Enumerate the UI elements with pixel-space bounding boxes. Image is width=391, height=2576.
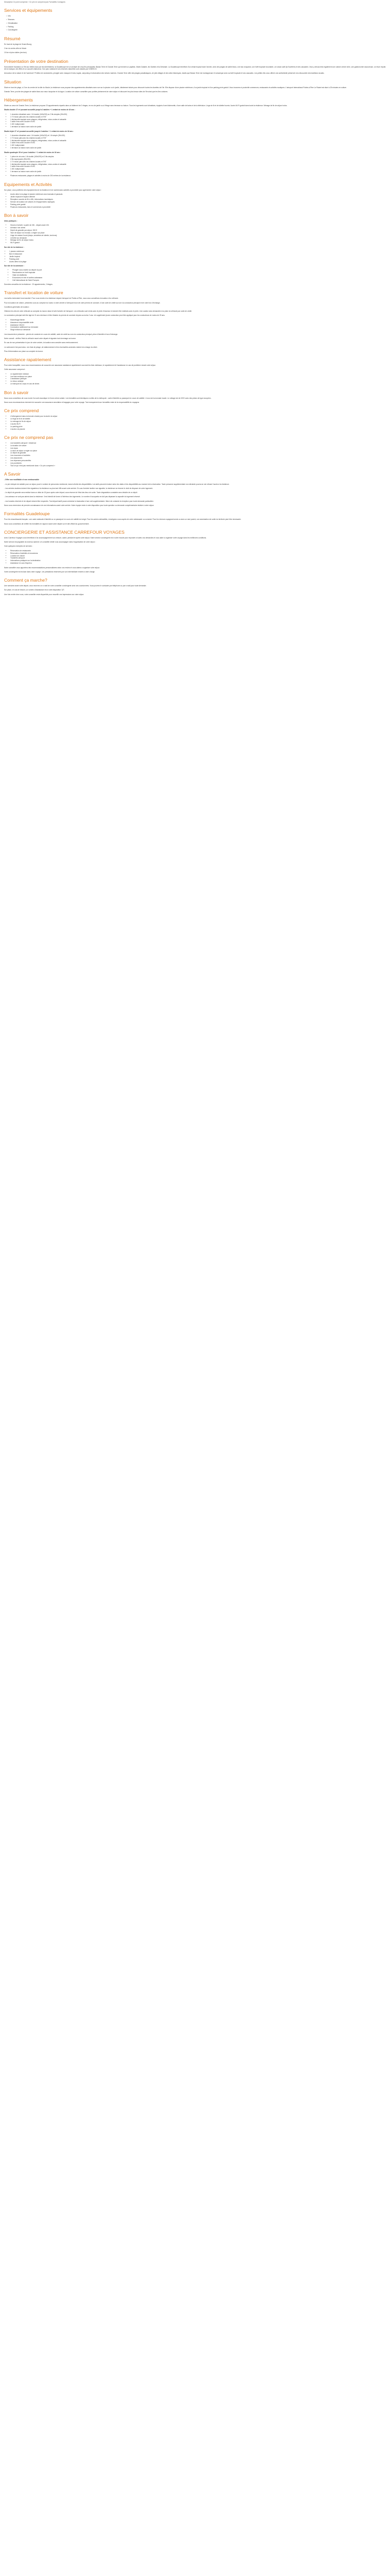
transfert-paragraph: Le carburant n'est pas inclus. Les frais de péage, de stationnement et les éventuelles amendes restent à la charge du client. [4,346,98,348]
list-item: • Les assurances [10,457,387,459]
transfert-paragraph: En cas de non-présentation le jour de votre arrivée, la location sera annulée sans remboursement. [4,342,78,344]
list-item: • 1 TV écran plat avec les chaînes locales et TNT [10,137,387,139]
page [0,0,391,596]
list-item: • La taxe de séjour à régler sur place [10,450,387,452]
prix-comprend-title: Ce prix comprend [4,408,39,414]
list-item: • L'hébergement dans la formule choisie pour la durée du séjour [10,415,387,417]
list-item: • Accès direct à la plage [9,261,387,263]
list-item: • Assistance 24h/24 [10,324,387,326]
list-item: • Les frais médicaux sur place [10,376,387,378]
prix-comprend-list [4,415,387,430]
assistance-paragraph: Cette assurance comprend : [4,368,26,371]
list-item: • Ménage de fin de séjour inclus [10,239,387,241]
list-item: • Kilométrage illimité [10,319,387,321]
list-item: • 1 chambre climatisée avec 1 lit double (160x200) ou 2 lits simples (90x190) [10,113,387,115]
hebergement-intro: Située au cœur de Grande-Terre, la résidence propose 20 appartements répartis dans un bâtiment de 2 étages, en rez-de-jardin ou à l'étage avec terrasse ou balcon. Tous les logements sont climatisés, équipés d'une kitchenette, d'une salle de bains et de la télévision. Linge de lit et de toilette fournis. Accès Wi-Fi gratuit dans toute la résidence. Ménage de fin de séjour inclus. [4,105,287,107]
list-item: • 1 salle d'eau avec douche et WC [10,142,387,144]
comment-paragraph: Sur place, en cas de besoin, un numéro d'assistance est à votre disposition 7j/7. [4,589,65,591]
list-item: • Taxe de séjour non incluse, à régler sur place [10,232,387,234]
room-type-heading: Studio double 27 m² pouvant accueillir jusqu'à 2 adultes + 1 enfant de moins de 16 ans : [4,109,75,111]
equipements-intro: Sur place, vous profiterez des équipements de la résidence et de nombreuses activités à proximité pour agrémenter votre séjour : [4,189,102,191]
resume-title: Résumé [4,36,21,41]
list-item: • Réservation d'activités et excursions [10,552,387,554]
bon-savoir-2-paragraph: Nous vous recommandons vivement de souscrire une assurance annulation et bagages pour votre voyage. Tout manquement aux formalités reste de la responsabilité du voyageur. [4,401,140,403]
list-item: • Assistance en cas d'imprévu [10,562,387,564]
a-savoir-paragraph: Nous vous remercions de prendre connaissance de ces informations avant votre arrivée. Notre équipe reste à votre disposition pour toute question ou demande complémentaire relative à votre séjour. [4,504,154,506]
bon-savoir-footnote: Données annuelles de la résidence : 20 appartements, 2 étages. [4,283,53,285]
list-item: • 1 terrasse ou balcon avec salon de jardin [10,171,387,173]
list-item: • L'accès à la piscine [10,428,387,430]
list-item: • 1 TV écran plat avec les chaînes locales et TNT [10,116,387,118]
transfert-paragraph: Pour la location de voiture, présentez-vous au comptoir du loueur à votre arrivée à l'aéroport muni de votre permis de conduire, d'une carte de crédit au nom du conducteur principal et de votre bon d'échange. [4,301,160,304]
a-savoir-paragraph: - Les animaux ne sont pas admis dans la résidence. Il est interdit de fumer à l'intérieur des logements. Le nombre d'occupants ne doit pas dépasser la capacité du logement réservé. [4,496,141,498]
hebergement-note: • Plusieurs restaurants, plages et activités à moins de 200 mètres de la résidence. [10,175,387,177]
assistance-title: Assistance rapatriement [4,357,52,363]
conciergerie-title: CONCIERGERIE ET ASSISTANCE CARREFOUR VOYAGES [4,529,125,535]
list-item: • 1 salle d'eau avec douche et WC [10,165,387,167]
a-savoir-paragraph: - Le prix indiqué est valable pour un séjour pour le nombre de personnes mentionné, dans la limite des disponibilités. Les tarifs peuvent évoluer selon les dates et les disponibilités au moment de la réservation. Toute personne supplémentaire non déclarée pourra se voir refuser l'accès à la résidence. [4,483,230,485]
list-item: • Lit bébé sur demande [10,237,387,239]
list-item: • L'assistance juridique [10,378,387,380]
list-item: • La location de voiture [10,445,387,447]
list-item: • Le ménage de fin de séjour [10,420,387,422]
list-item: • Assurance responsabilité civile [10,321,387,324]
list-item: • Conducteur additionnel sur demande [10,326,387,328]
list-item: • Les repas [10,447,387,449]
list-item: • 1 piscine extérieure [9,250,387,252]
transfert-paragraph: Plus d'informations sur place au comptoir du loueur. [4,350,43,352]
list-item: • Excursions en mer et sorties catamaran [12,277,387,279]
list-item: • Accès direct à la plage et piscine extérieure avec transats et parasols [10,193,387,195]
infos-pratiques-list [4,224,387,244]
list-item: • Linge de maison fourni (draps, serviettes de toilette, torchons) [10,234,387,236]
situation-paragraph: Grande-Terre, proche des plages de sable blanc aux eaux turquoise et du lagon. Location de voiture conseillée pour profiter pleinement de votre séjour et découvrir les plus beaux sites de l'île ainsi que les îles voisines. [4,90,168,93]
room-type-list [4,113,387,128]
equipements-list [4,193,387,208]
presentation-paragraph: Amoureux de la nature et de l'aventure? Profitez de randonnées, plongée avec masque et tuba, kayak, canyoning et observation des tortues marines. Grande-Terre offre des plages paradisiaques, de jolis villages et des sites historiques, tandis que Basse-Terre est montagneuse et volcanique avec sa forêt tropicale et ses cascades. Les petites îles vous offrent une authenticité préservée à la découverte des traditions locales. [4,72,324,75]
situation-paragraph: Situé en bord de plage, à 2 km du centre de la ville du Moule, la résidence vous propose des appartements climatisés avec vue sur la piscine ou le jardin, idéalement situés pour découvrir toutes les facettes de l'île. Elle dispose d'une piscine extérieure, d'un jardin tropical et d'un parking privé gratuit. Vous trouverez à proximité commerces, restaurants et activités nautiques. L'aéroport international Pointe-à-Pitre Le Raizet est situé à 25 minutes en voiture. [4,86,347,89]
list-item: • Les transferts aéroport / résidence [10,442,387,444]
list-item: • 1 terrasse ou balcon avec salon de jardin [10,147,387,149]
list-item: • Le dépôt de garantie [10,452,387,454]
service-item: ▪ Parking [6,26,387,28]
list-item: • Les pourboires [10,462,387,464]
hebergement-note-list [4,175,387,177]
list-item: • 1 kitchenette équipée avec plaques, réfrigérateur, micro-ondes et vaisselle [10,140,387,142]
bon-savoir-2-title: Bon à savoir [4,389,29,395]
list-item: • Heures d'arrivée: à partir de 15h - départ avant 10h [10,224,387,226]
a-savoir-paragraph: - Les horaires d'arrivée et de départ doivent être respectés. Tout départ tardif pourra entraîner la facturation d'une nuit supplémentaire. Merci de contacter la réception pour toute demande particulière. [4,500,154,502]
services-title: Services et équipements [4,8,53,13]
list-item: • 1 WC indépendant [10,144,387,146]
list-item: • Bar et restaurant [9,253,387,255]
list-item: • Visite de distilleries [12,274,387,276]
residence-list [4,250,387,263]
a-savoir-paragraph: - Les arrivées tardives doivent être signalées à la résidence au plus tard 48h avant votre arrivée. En cas d'arrivée tardive non signalée, la résidence se réserve le droit de disposer de votre logement. [4,487,153,489]
transfert-list [4,319,387,331]
list-item: • Location de voiture [10,555,387,557]
transfert-paragraph: Le conducteur principal doit être âgé de 21 ans minimum et être titulaire du permis de conduire depuis au moins 2 ans. Un supplément jeune conducteur peut être appliqué pour les conducteurs de moins de 25 ans. [4,314,165,317]
list-item: • Parking privé [9,258,387,260]
service-item: ▪ Info [6,15,387,17]
prix-ne-comprend-list [4,442,387,467]
resume-line: En haut de la plage de Grand-Bourg [4,43,31,45]
prix-ne-comprend-title: Ce prix ne comprend pas [4,434,53,440]
list-item: • Les dépenses personnelles [10,460,387,462]
formalites-paragraph: Pour les ressortissants français : une carte nationale d'identité ou un passeport en cours de validité est exigé. Pour les autres nationalités, renseignez-vous auprès de votre ambassade ou consulat. Pour les mineurs voyageant seuls ou avec un seul parent, une autorisation de sortie du territoire peut être nécessaire. [4,518,241,521]
formalites-title: Formalités Guadeloupe [4,511,50,517]
list-item: • Service de location de voitures et d'équipements nautiques [10,201,387,203]
transfert-paragraph: Notre conseil : vérifiez l'état du véhicule avant votre départ et signalez tout dommage au loueur. [4,337,76,340]
situation-title: Situation [4,79,22,84]
list-item: • Le rapatriement médical [10,373,387,375]
service-item: ▪ Séances [6,19,387,21]
commune-list [4,269,387,281]
commune-heading: Sur site de la commune : [4,264,25,267]
list-item: • Jardin tropical et espace détente [10,196,387,198]
infos-pratiques-heading: Infos pratiques : [4,219,18,222]
list-item: • Siège enfant sur demande [10,329,387,331]
resume-line: 2 km du centre-ville du Moule [4,47,27,50]
conciergerie-paragraph: Avec Carrefour Voyages vous bénéficiez d'un accompagnement sur-mesure, avant, pendant et après votre séjour. Notre service conciergerie est à votre écoute pour répondre à toutes vos demandes et vous aider à organiser votre voyage dans les meilleures conditions. [4,536,207,539]
presentation-paragraph: Surnommée Karukera ou l'île aux belles eaux par les Amérindiens, la Guadeloupe est un archipel de cinq îles principales: Basse-Terre et Grande-Terre qui forment un papillon, Marie-Galante, les Saintes et la Désirade. La Guadeloupe bénéficie d'un climat tropical toute l'année, avec des plages de sable blanc, une eau turquoise, une forêt tropicale luxuriante, un volcan actif (la Soufrière) et des cascades. Vous y découvrirez également une culture créole riche, une gastronomie savoureuse, un rhum réputé, de la musique, des fêtes et un accueil chaleureux. Son parc national et ses réserves naturelles sont classés par l'UNESCO. [4,65,386,70]
list-item: • Animaux non admis [10,227,387,229]
page-header: Description Ce point comprend: / Ce prix ne comprend pas Formalités Consignes [4,1,66,3]
room-type-heading: Studio quadruple 35 m² pour 4 adultes + 1 enfant de moins de 16 ans : [4,151,61,154]
list-item: • 1 chambre climatisée avec 1 lit double (160x200) et 1 lit simple (90x190) [10,134,387,137]
comment-paragraph: Une semaine avant votre départ, vous recevrez un e-mail de votre conseiller conciergerie avec ses coordonnées. Vous pourrez le contacter par téléphone ou par e-mail pour toute demande. [4,585,146,587]
list-item: • Dépôt de garantie par séjour: 300 € [10,229,387,231]
conciergerie-paragraph: Notre conseiller vous apportera des recommandations personnalisées selon vos envies et vous aidera à organiser votre séjour. [4,566,100,569]
list-item: • 1 terrasse ou balcon avec salon de jardin [10,126,387,128]
list-item: • Parking privé gratuit [10,204,387,206]
assistance-paragraph: Pour votre tranquillité, nous vous recommandons de souscrire une assurance assistance rapatriement couvrant les frais médicaux, le rapatriement et l'assistance en cas de problème durant votre séjour. [4,364,156,367]
residence-heading: Sur site de la résidence : [4,246,24,248]
list-item: • Plusieurs restaurants, bars et commerces à proximité [10,206,387,208]
formalites-paragraph: Nous vous conseillons de vérifier les formalités en vigueur avant votre départ sur le site officiel du gouvernement. [4,522,90,525]
list-item: • Golf international de Saint-François [12,279,387,281]
comment-paragraph: Une fois rentré chez vous, votre conseiller reste disponible pour recueillir vos impressions sur votre séjour. [4,593,85,596]
list-item: • Transferts aéroport [10,557,387,559]
bon-savoir-title: Bon à savoir [4,212,29,218]
list-item: • 1 TV écran plat avec les chaînes locales et TNT [10,161,387,163]
transfert-title: Transfert et location de voiture [4,290,63,296]
service-item: ▪ Climatisation [6,22,387,24]
conciergerie-paragraph: Voici quelques exemples de services : [4,545,33,548]
assistance-list [4,373,387,385]
list-item: • Réception ouverte de 8h à 18h, informations touristiques [10,198,387,200]
services-list [4,15,387,31]
list-item: • Réservation de restaurants [10,550,387,552]
list-item: • Le retour anticipé [10,380,387,382]
hebergement-title: Hébergements [4,97,33,103]
bon-savoir-2-paragraph: Nous vous conseillons de vous munir d'un anti-moustique et d'une crème solaire. Les formalités sont identiques à celles de la métropole : carte d'identité ou passeport en cours de validité. L'euro est la monnaie locale. Le voltage est de 220V avec des prises de type européen. [4,397,211,399]
a-savoir-paragraph: - Offre non modifiable et non remboursable [4,479,39,481]
conciergerie-list [4,550,387,565]
list-item: • 1 kitchenette équipée avec plaques, réfrigérateur, micro-ondes et vaisselle [10,118,387,121]
room-type-heading: Studio triple 27 m² pouvant accueillir jusqu'à 3 adultes + 1 enfant de moins de 16 ans : [4,130,74,132]
list-item: • Le transport du corps en cas de décès [10,383,387,385]
equipements-title: Equipements et Activités [4,181,52,187]
a-savoir-title: A Savoir [4,471,21,477]
list-item: • 1 WC indépendant [10,168,387,170]
transfert-paragraph: Les tarifs s'entendent hors transfert. Pour vous rendre à la résidence depuis l'aéroport de Pointe-à-Pitre, nous vous conseillons la location d'un véhicule. [4,297,119,300]
transfert-paragraph: Les documents à présenter : permis de conduire en cours de validité, carte de crédit au nom du conducteur principal, pièce d'identité et bon d'échange. [4,333,118,335]
list-item: • Informations pratiques sur la destination [10,560,387,562]
list-item: • Jardin tropical [9,256,387,258]
presentation-title: Présentation de votre destination [4,58,69,64]
list-item: • Wi-Fi gratuit [10,242,387,244]
list-item: • 1 pièce de vie avec 1 lit double (160x200) et 2 lits simples [10,156,387,158]
list-item: • 1 kitchenette équipée avec plaques, réfrigérateur, micro-ondes et vaisselle [10,163,387,165]
transfert-paragraph: Conditions générales de location : [4,306,30,308]
list-item: • Randonnées en forêt tropicale [12,272,387,274]
comment-title: Comment ça marche? [4,578,47,583]
list-item: • 2 lits superposés (90x190) [10,158,387,160]
list-item: • L'accès Wi-Fi [10,423,387,425]
list-item: • Tout ce qui n'est pas mentionné dans « Ce prix comprend » [10,465,387,467]
conciergerie-paragraph: Notre service est joignable du lundi au samedi. Un conseiller dédié vous accompagne dans l'organisation de votre séjour : [4,541,96,544]
list-item: • 1 WC indépendant [10,123,387,125]
list-item: • Plongée sous-marine au départ du port [12,269,387,271]
list-item: • Le parking privé [10,426,387,428]
room-type-list [4,134,387,149]
list-item: • Le linge de lit et de toilette [10,418,387,420]
list-item: • Les excursions et activités [10,454,387,456]
resume-line: 10 km et plus visites (environ) [4,52,27,54]
conciergerie-paragraph: Votre conciergerie est incluse dans votre voyage. Les prestations réservées par son intermédiaire restent à votre charge. [4,570,95,573]
transfert-paragraph: Obtenez les clés de votre véhicule au comptoir du loueur dans le hall d'arrivée de l'aéroport. Les véhicules sont remis avec le plein d'essence et doivent être restitués avec le plein. Une caution sera demandée à la prise du véhicule par carte de crédit. [4,310,192,313]
service-item: ▪ Conciergerie [6,29,387,31]
list-item: • 1 salle d'eau avec douche et WC [10,121,387,123]
a-savoir-paragraph: - Le dépôt de garantie sera restitué dans un délai de 15 jours après votre départ, sous réserve de l'état des lieux de sortie. Toute dégradation constatée sera déduite de ce dépôt. [4,492,138,494]
room-type-list [4,156,387,173]
